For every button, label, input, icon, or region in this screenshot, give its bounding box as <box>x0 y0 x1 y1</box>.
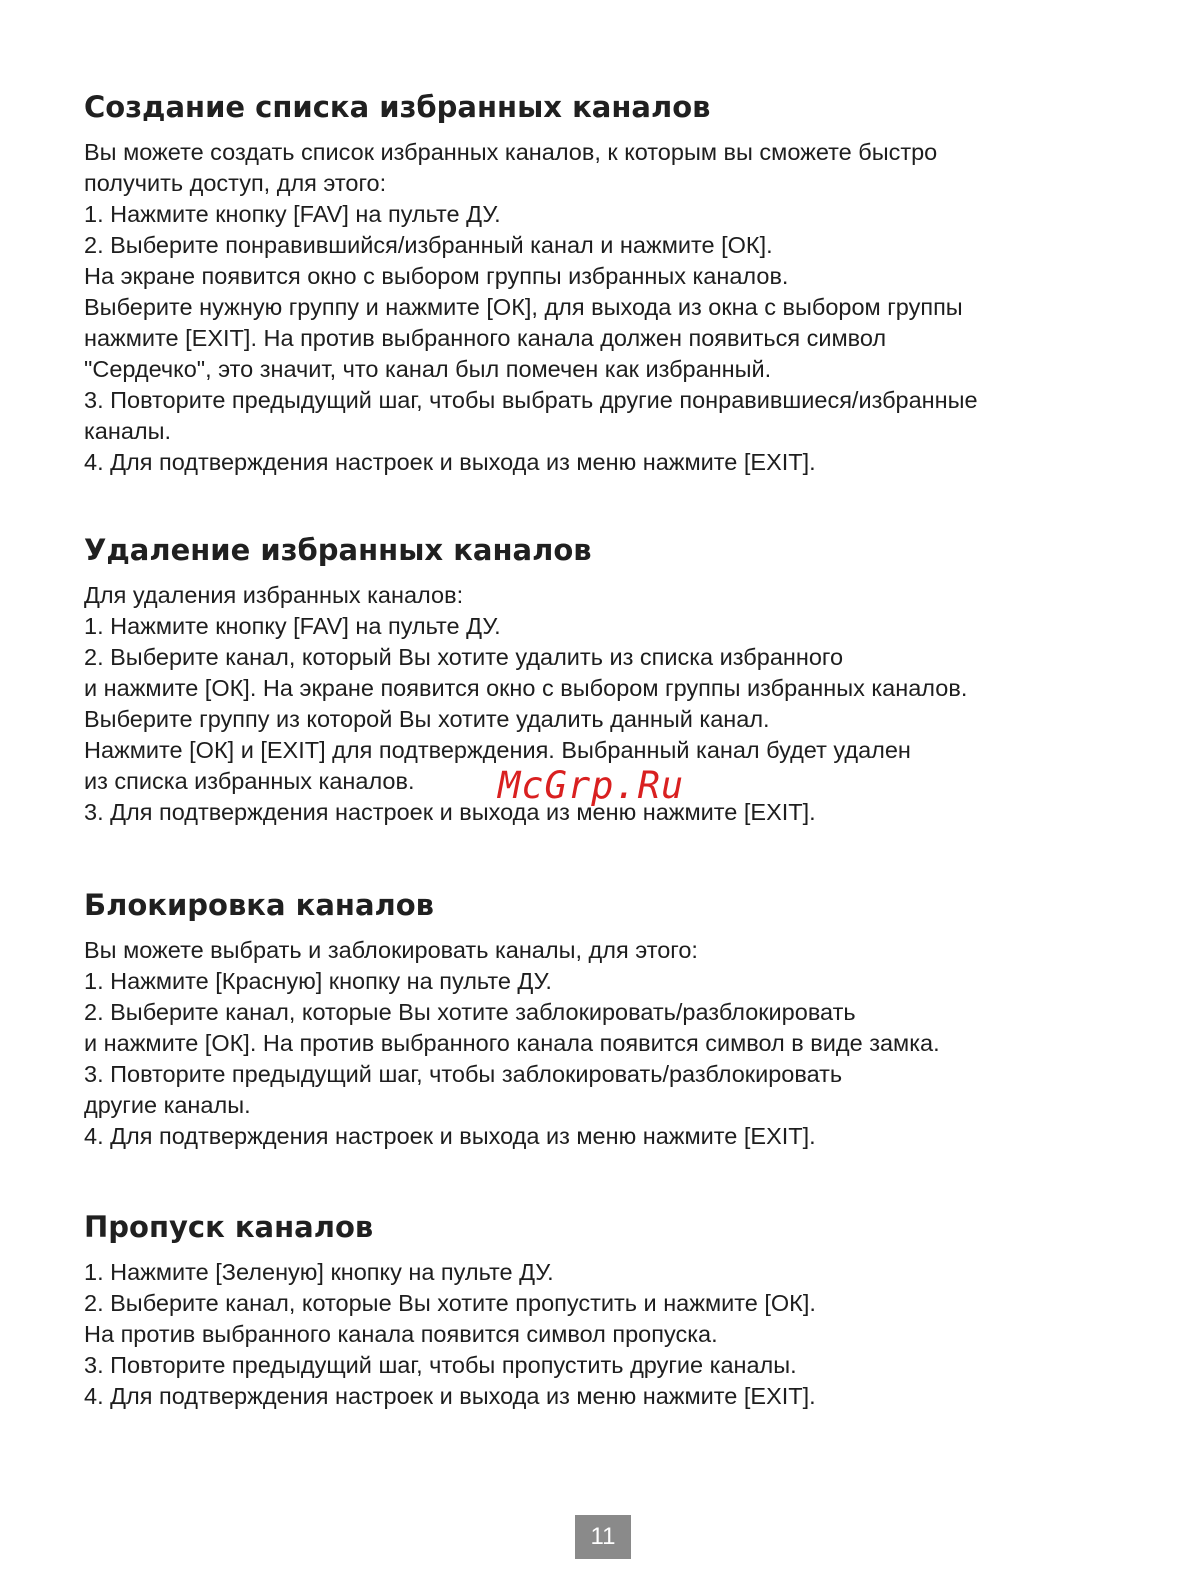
text-line: 1. Нажмите кнопку [FAV] на пульте ДУ. <box>84 201 501 227</box>
section-heading: Создание списка избранных каналов <box>84 90 711 124</box>
text-line: "Сердечко", это значит, что канал был помечен как избранный. <box>84 356 772 382</box>
text-line: и нажмите [ОК]. На экране появится окно с выбором группы избранных каналов. <box>84 675 968 701</box>
text-line: Выберите нужную группу и нажмите [ОК], для выхода из окна с выбором группы <box>84 294 963 320</box>
text-line: 3. Для подтверждения настроек и выхода из меню нажмите [EXIT]. <box>84 799 816 825</box>
text-line: 4. Для подтверждения настроек и выхода из меню нажмите [EXIT]. <box>84 1123 816 1149</box>
text-line: нажмите [EXIT]. На против выбранного канала должен появиться символ <box>84 325 887 351</box>
section-lock-channels <box>84 887 1124 1152</box>
text-line: 1. Нажмите [Красную] кнопку на пульте ДУ. <box>84 968 552 994</box>
text-line: из списка избранных каналов. <box>84 768 415 794</box>
text-line: Вы можете выбрать и заблокировать каналы, для этого: <box>84 937 698 963</box>
text-line: каналы. <box>84 418 172 444</box>
page-number-badge: 11 <box>575 1515 631 1559</box>
text-line: 1. Нажмите кнопку [FAV] на пульте ДУ. <box>84 613 501 639</box>
text-line: 3. Повторите предыдущий шаг, чтобы заблокировать/разблокировать <box>84 1061 843 1087</box>
section-body <box>84 1257 1124 1412</box>
text-line: Для удаления избранных каналов: <box>84 582 464 608</box>
text-line: На экране появится окно с выбором группы избранных каналов. <box>84 263 789 289</box>
section-create-favorites <box>84 89 1124 478</box>
text-line: и нажмите [ОК]. На против выбранного канала появится символ в виде замка. <box>84 1030 940 1056</box>
text-line: 2. Выберите канал, которые Вы хотите пропустить и нажмите [ОК]. <box>84 1290 816 1316</box>
section-body <box>84 137 1124 478</box>
text-line: 4. Для подтверждения настроек и выхода из меню нажмите [EXIT]. <box>84 1383 816 1409</box>
text-line: получить доступ, для этого: <box>84 170 387 196</box>
text-line: 3. Повторите предыдущий шаг, чтобы пропустить другие каналы. <box>84 1352 797 1378</box>
text-line: Вы можете создать список избранных каналов, к которым вы сможете быстро <box>84 139 938 165</box>
text-line: 1. Нажмите [Зеленую] кнопку на пульте ДУ. <box>84 1259 554 1285</box>
text-line: 2. Выберите канал, которые Вы хотите заблокировать/разблокировать <box>84 999 856 1025</box>
section-body <box>84 935 1124 1152</box>
section-heading: Удаление избранных каналов <box>84 533 592 567</box>
text-line: 2. Выберите понравившийся/избранный канал и нажмите [ОК]. <box>84 232 773 258</box>
text-line: На против выбранного канала появится символ пропуска. <box>84 1321 718 1347</box>
text-line: Выберите группу из которой Вы хотите удалить данный канал. <box>84 706 770 732</box>
section-heading: Блокировка каналов <box>84 888 435 922</box>
text-line: 2. Выберите канал, который Вы хотите удалить из списка избранного <box>84 644 844 670</box>
text-line: 3. Повторите предыдущий шаг, чтобы выбрать другие понравившиеся/избранные <box>84 387 978 413</box>
section-heading: Пропуск каналов <box>84 1210 374 1244</box>
text-line: Нажмите [ОК] и [EXIT] для подтверждения. Выбранный канал будет удален <box>84 737 911 763</box>
text-line: 4. Для подтверждения настроек и выхода из меню нажмите [EXIT]. <box>84 449 816 475</box>
watermark-text: McGrp.Ru <box>498 764 685 807</box>
section-skip-channels <box>84 1209 1124 1412</box>
text-line: другие каналы. <box>84 1092 251 1118</box>
